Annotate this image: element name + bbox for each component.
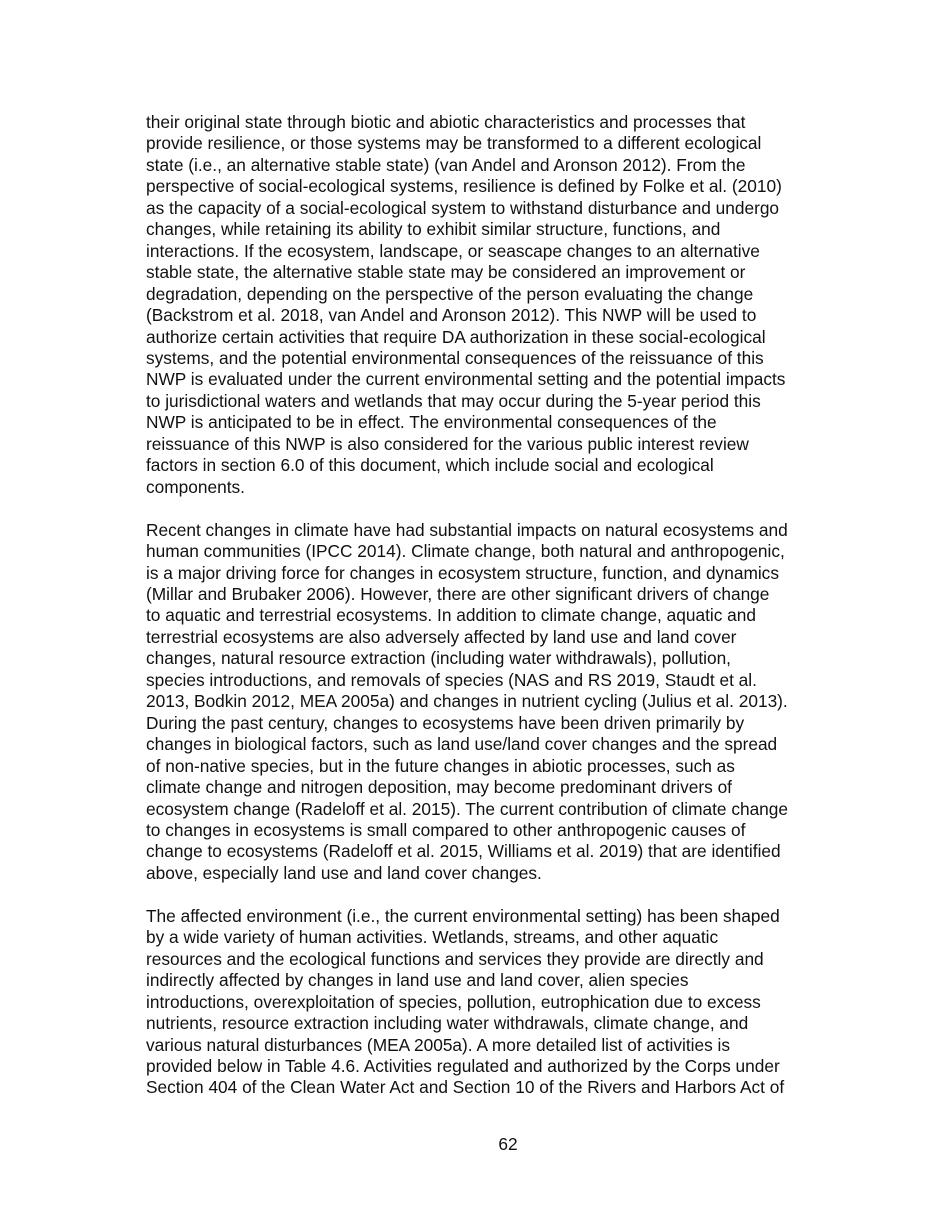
text-line: 2013, Bodkin 2012, MEA 2005a) and changes in nutrient cycling (Julius et al. 2013). (146, 691, 788, 712)
text-line: changes in biological factors, such as land use/land cover changes and the spread (146, 734, 778, 755)
text-line: resources and the ecological functions and services they provide are directly and (146, 948, 764, 969)
text-line: (Millar and Brubaker 2006). However, there are other significant drivers of change (146, 584, 770, 605)
text-line: of non-native species, but in the future changes in abiotic processes, such as (146, 755, 735, 776)
text-line: NWP is anticipated to be in effect. The environmental consequences of the (146, 412, 717, 433)
text-line: components. (146, 476, 245, 497)
text-line: to changes in ecosystems is small compared to other anthropogenic causes of (146, 820, 746, 840)
text-line: climate change and nitrogen deposition, may become predominant drivers of (146, 777, 732, 798)
text-line: During the past century, changes to ecosystems have been driven primarily by (146, 712, 745, 733)
text-line: terrestrial ecosystems are also adversely affected by land use and land cover (146, 626, 737, 647)
paragraph-2 (146, 520, 846, 885)
text-line: stable state, the alternative stable state may be considered an improvement or (146, 262, 746, 283)
text-line: indirectly affected by changes in land use and land cover, alien species (146, 970, 689, 991)
text-line: Recent changes in climate have had substantial impacts on natural ecosystems and (146, 519, 788, 540)
text-line: to aquatic and terrestrial ecosystems. In addition to climate change, aquatic and (146, 605, 756, 626)
text-line: NWP is evaluated under the current environmental setting and the potential impacts (146, 369, 786, 390)
text-line: provide resilience, or those systems may be transformed to a different ecological (146, 133, 762, 154)
text-line: changes, natural resource extraction (including water withdrawals), pollution, (146, 648, 731, 669)
text-line: The affected environment (i.e., the current environmental setting) has been shaped (146, 905, 780, 926)
text-line: as the capacity of a social-ecological system to withstand disturbance and undergo (146, 197, 780, 218)
text-line: their original state through biotic and abiotic characteristics and processes that (146, 112, 746, 132)
paragraph-3 (146, 906, 846, 1099)
text-line: human communities (IPCC 2014). Climate change, both natural and anthropogenic, (146, 541, 785, 562)
text-line: various natural disturbances (MEA 2005a). A more detailed list of activities is (146, 1034, 731, 1055)
text-line: species introductions, and removals of species (NAS and RS 2019, Staudt et al. (146, 669, 757, 690)
text-line: authorize certain activities that require DA authorization in these social-ecological (146, 326, 766, 347)
text-line: ecosystem change (Radeloff et al. 2015). The current contribution of climate change (146, 798, 789, 819)
text-line: nutrients, resource extraction including water withdrawals, climate change, and (146, 1013, 749, 1034)
text-line: changes, while retaining its ability to exhibit similar structure, functions, and (146, 219, 721, 240)
text-line: introductions, overexploitation of species, pollution, eutrophication due to excess (146, 991, 761, 1012)
text-line: (Backstrom et al. 2018, van Andel and Aronson 2012). This NWP will be used to (146, 305, 757, 326)
text-line: above, especially land use and land cover changes. (146, 862, 542, 883)
text-line: change to ecosystems (Radeloff et al. 2015, Williams et al. 2019) that are identified (146, 841, 781, 862)
text-line: degradation, depending on the perspective of the person evaluating the change (146, 283, 754, 304)
text-line: reissuance of this NWP is also considered for the various public interest review (146, 433, 749, 454)
page-number: 62 (498, 1134, 518, 1154)
text-line: interactions. If the ecosystem, landscape, or seascape changes to an alternative (146, 240, 760, 261)
text-line: is a major driving force for changes in ecosystem structure, function, and dynamics (146, 562, 779, 583)
text-line: by a wide variety of human activities. Wetlands, streams, and other aquatic (146, 927, 719, 948)
text-line: to jurisdictional waters and wetlands that may occur during the 5-year period this (146, 390, 761, 411)
document-body (146, 112, 846, 1120)
text-line: state (i.e., an alternative stable state) (van Andel and Aronson 2012). From the (146, 154, 746, 175)
text-line: systems, and the potential environmental consequences of the reissuance of this (146, 347, 764, 368)
text-line: perspective of social-ecological systems, resilience is defined by Folke et al. (2010) (146, 176, 782, 197)
text-line: provided below in Table 4.6. Activities regulated and authorized by the Corps under (146, 1056, 780, 1077)
text-line: Section 404 of the Clean Water Act and Section 10 of the Rivers and Harbors Act of (146, 1077, 785, 1098)
paragraph-1 (146, 112, 846, 498)
text-line: factors in section 6.0 of this document, which include social and ecological (146, 455, 714, 476)
